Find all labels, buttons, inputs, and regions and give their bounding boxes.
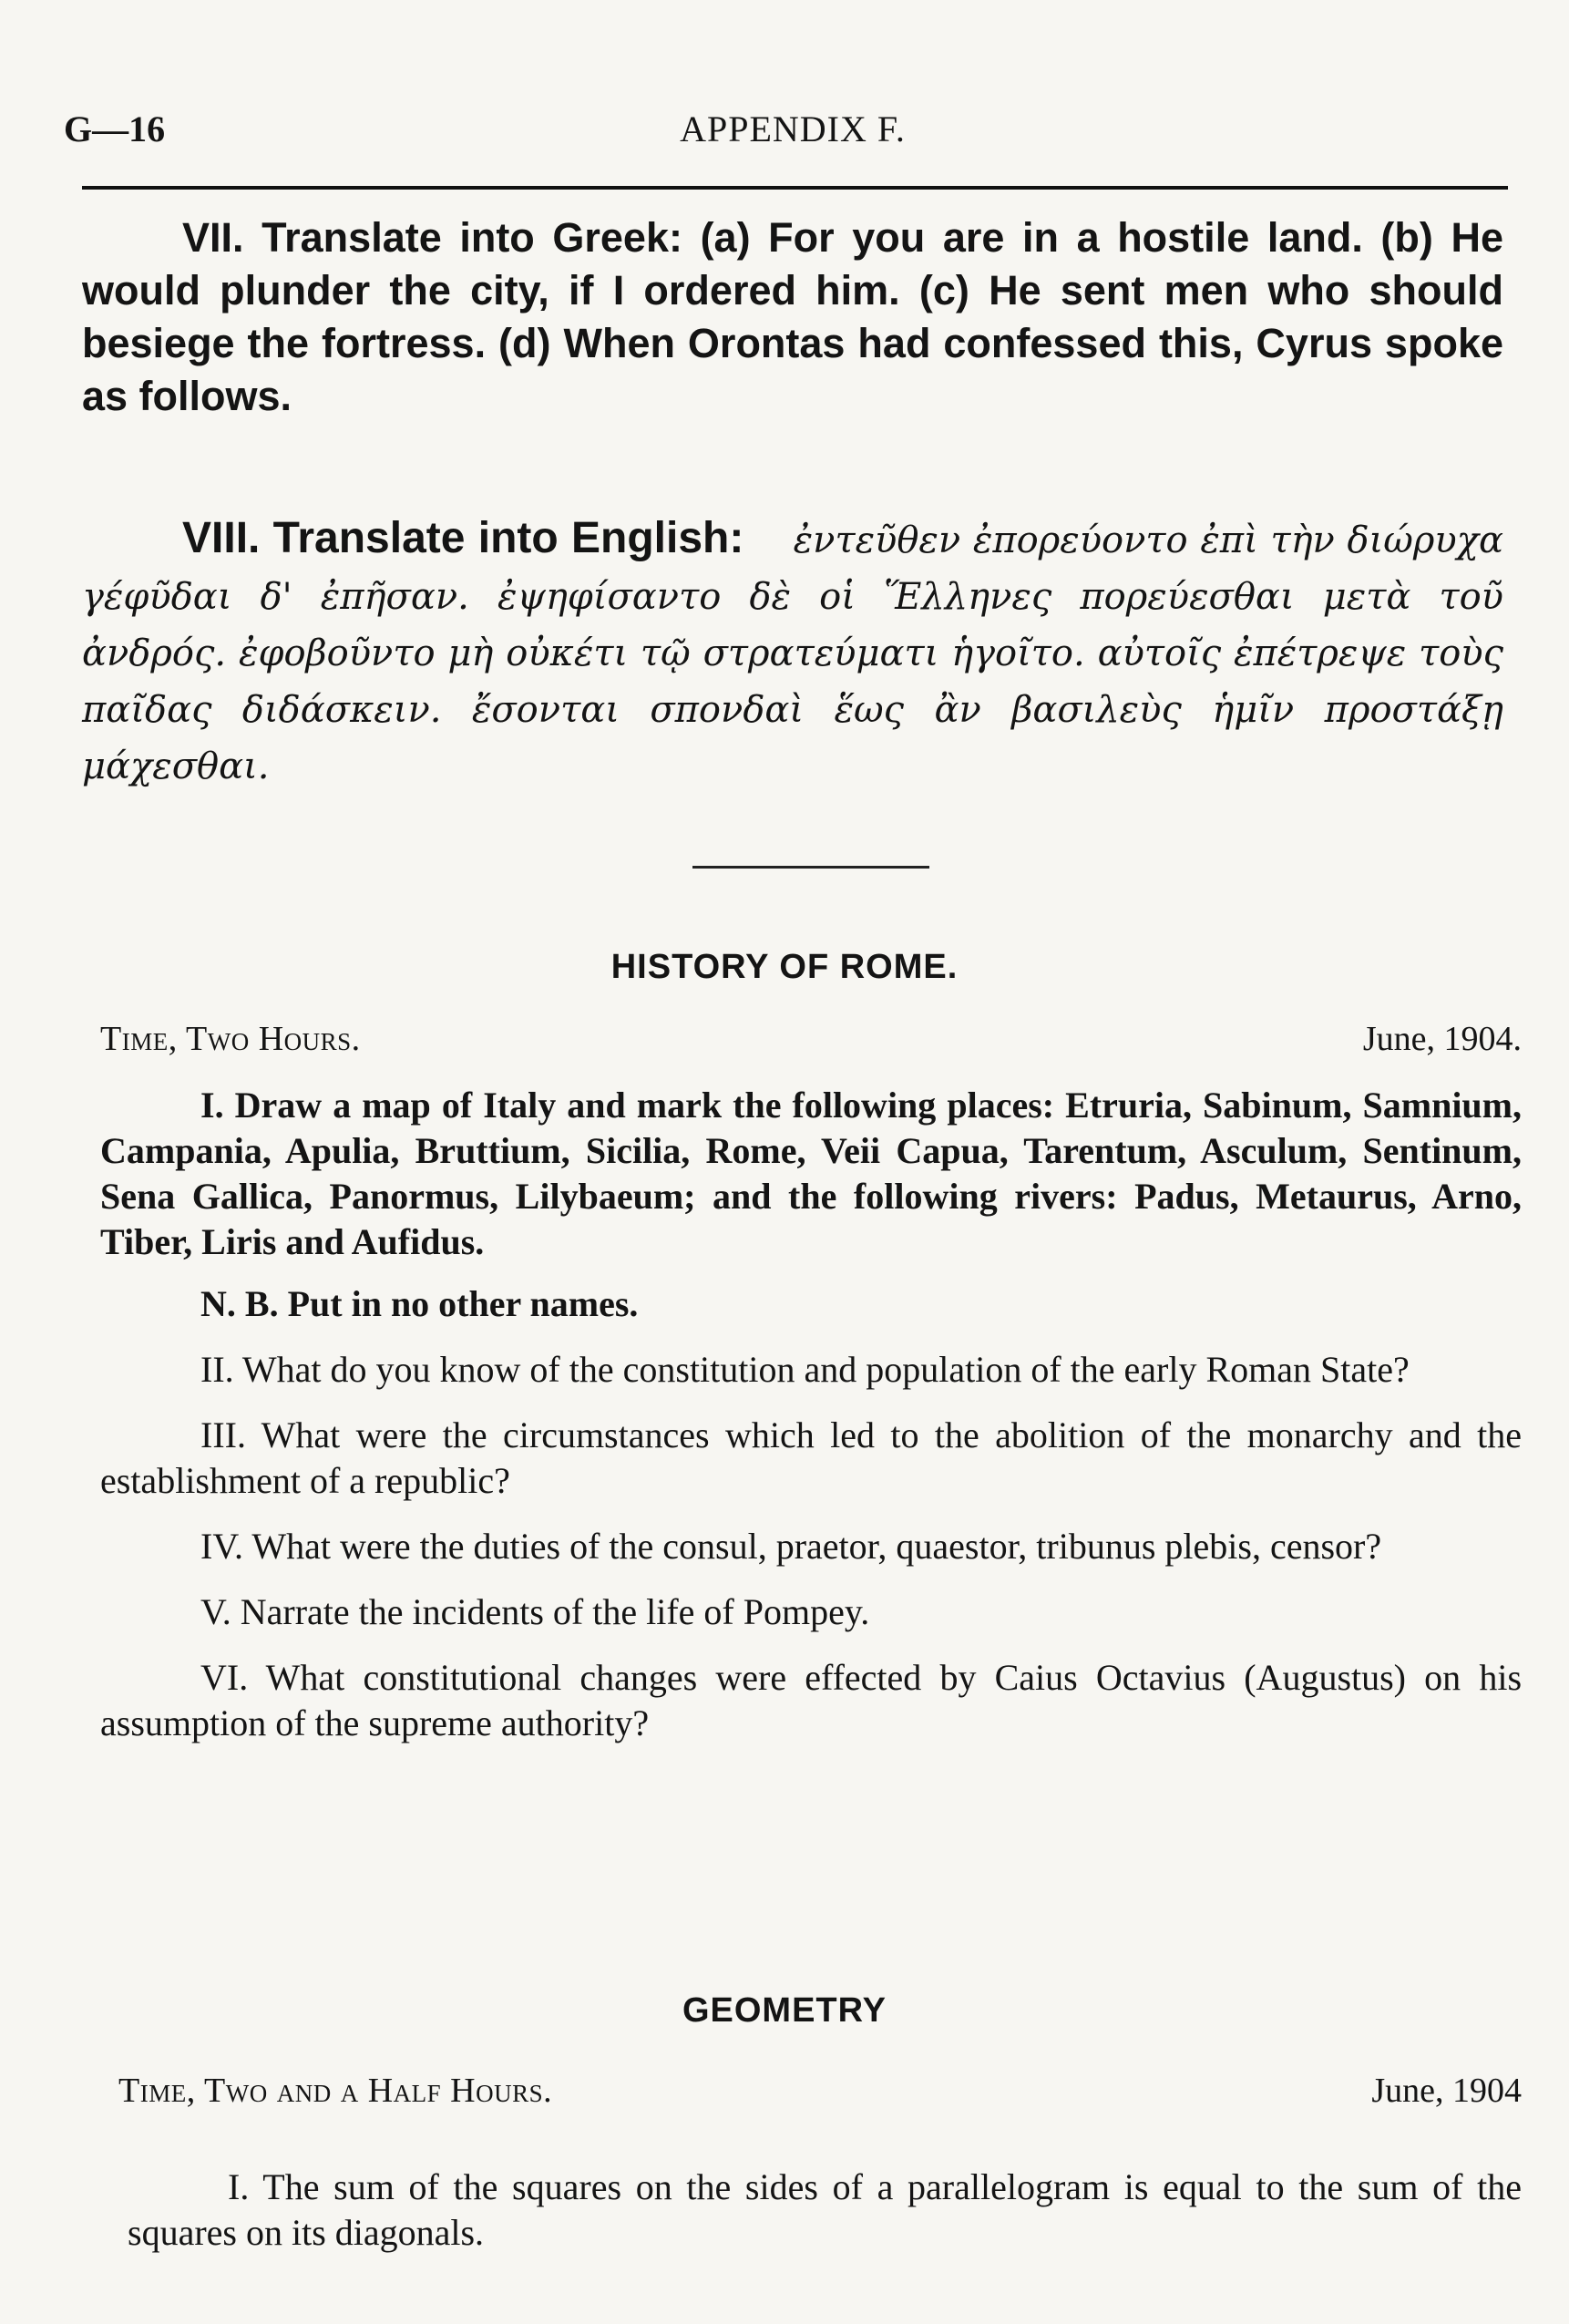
question-lead: Translate into English: [272,514,744,562]
question-label: II. [200,1349,234,1390]
time-line-history [100,1019,1522,1064]
question-label: V. [200,1591,231,1632]
exam-duration: Time, Two and a Half Hours. [118,2072,553,2110]
exam-duration: Time, Two Hours. [100,1020,361,1058]
question-text: What constitutional changes were effected by Caius Octavius (Augustus) on his assumption of the supreme authority? [100,1657,1523,1743]
greek-passage: ἐντεῦθεν ἐπορεύοντο ἐπὶ τὴν διώρυχα γέφῦδαι δ' ἐπῆσαν. ἐψηφίσαντο δὲ οἱ Ἕλληνες πορεύεσθαι μετὰ τοῦ ἀνδρός. ἐφοβοῦντο μὴ οὐκέτι τῷ στρατεύματι ἡγοῖτο. αὐτοῖς ἐπέτρεψε τοὺς παῖδας διδάσκειν. ἔσονται σπονδαὶ ἕως ἂν βασιλεὺς ἡμῖν προστάξῃ μάχεσθαι. [82,519,1503,787]
list-item [100,1347,1522,1393]
question-text: Draw a map of Italy and mark the following places: Etruria, Sabinum, Samnium, Campania, Apulia, Bruttium, Sicilia, Rome, Veii Capua, Tarentum, Asculum, Sentinum, Sena Gallica, Panormus, Lilybaeum; and the following rivers: Padus, Metaurus, Arno, Tiber, Liris and Aufidus. [100,1085,1523,1262]
question-text: The sum of the squares on the sides of a parallelogram is equal to the sum of the squares on its diagonals. [128,2166,1523,2253]
greek-question-7 [82,211,1503,423]
time-line-geometry [118,2071,1522,2116]
question-label: VIII. [182,514,261,562]
question-label: VI. [200,1657,249,1698]
question-text: Put in no other names. [287,1283,639,1324]
running-head: APPENDIX F. [680,108,906,149]
question-text: What do you know of the constitution and population of the early Roman State? [241,1349,1410,1390]
list-item [128,2165,1522,2256]
question-text: Narrate the incidents of the life of Pompey. [240,1591,870,1632]
geometry-question-list [128,2165,1522,2256]
header-rule [82,186,1508,190]
section-title-geometry: GEOMETRY [682,1991,887,2030]
exam-date: June, 1904. [1362,1020,1522,1058]
exam-date: June, 1904 [1371,2072,1522,2110]
list-item [100,1413,1522,1504]
question-text: Translate into Greek: (a) For you are in a hostile land. (b) He would plunder the city, if I ordered him. (c) He sent men who should besiege the fortress. (d) When Orontas had confessed this, Cyrus spoke as follows. [82,214,1503,419]
question-label: I. [228,2166,250,2207]
page-header [64,98,1522,162]
list-item [100,1524,1522,1569]
question-text: What were the duties of the consul, praetor, quaestor, tribunus plebis, censor? [251,1526,1382,1567]
question-label: IV. [200,1526,244,1567]
list-item [100,1589,1522,1635]
section-divider [692,866,929,869]
list-item [100,1281,1522,1327]
list-item [100,1083,1522,1265]
question-label: VII. [182,214,244,261]
list-item [100,1655,1522,1746]
greek-question-8 [82,510,1503,795]
question-label: I. [200,1085,224,1126]
section-title-history-of-rome: HISTORY OF ROME. [610,948,959,986]
question-text: What were the circumstances which led to the abolition of the monarchy and the establishment of a republic? [100,1414,1522,1501]
question-label: N. B. [200,1283,279,1324]
question-label: III. [200,1414,246,1455]
page-number: G—16 [64,108,166,149]
history-question-list [100,1083,1522,1746]
